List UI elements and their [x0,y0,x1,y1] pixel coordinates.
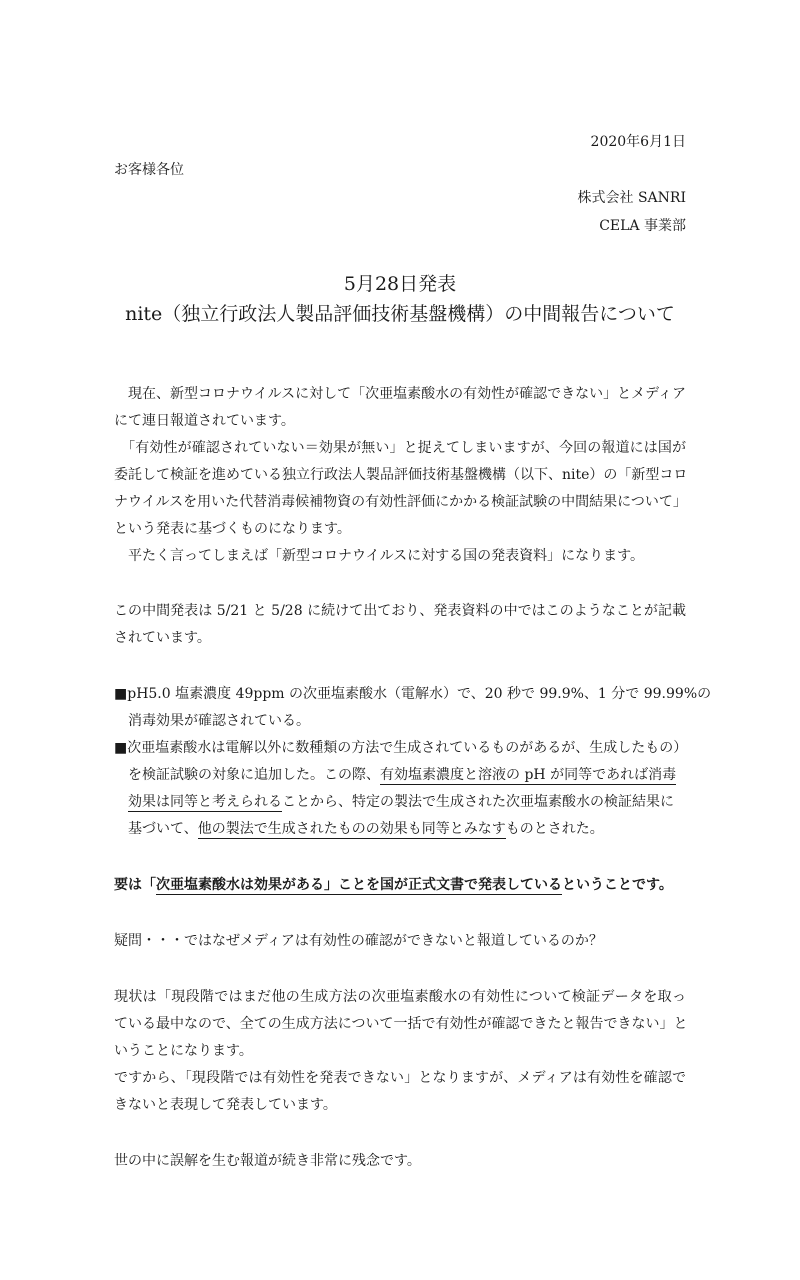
bullet-2-line [128,765,676,785]
bullet-2-line: ■次亜塩素酸水は電解以外に数種類の方法で生成されているものがあるが、生成したもの） [114,740,688,756]
bullet-2-line [128,792,674,812]
title-line-1: 5月28日発表 [343,273,457,295]
bullet-2-text: ものとされた。 [505,821,604,837]
intro-paragraph-line: にて連日報道されています。 [114,413,295,429]
bullet-2-line [128,819,604,839]
question-line: 疑問・・・ではなぜメディアは有効性の確認ができないと報道しているのか？ [114,933,603,949]
conclusion-text: ということです。 [562,877,673,893]
intro-paragraph-line: 「有効性が確認されていない＝効果が無い」と捉えてしまいますが、今回の報道には国が [114,440,686,456]
intro-paragraph-line: ナウイルスを用いた代替消毒候補物資の有効性評価にかかる検証試験の中間結果について」 [114,494,687,510]
conclusion-text: 要は「 [114,877,156,893]
bullet-1-line: 消毒効果が確認されている。 [128,713,310,729]
bullet-2-text: を検証試験の対象に追加した。この際、 [128,767,380,783]
interim-paragraph-line: この中間発表は 5/21 と 5/28 に続けて出ており、発表資料の中ではこのようなことが記載 [114,603,686,619]
document-date: 2020年6月1日 [590,134,686,150]
intro-paragraph-line: 委託して検証を進めている独立行政法人製品評価技術基盤機構（以下、nite）の「新型コロ [114,467,688,483]
conclusion-line [114,875,673,895]
interim-paragraph-line: されています。 [114,630,211,646]
bullet-2-underlined-text: 有効塩素濃度と溶液の pH が同等であれば消毒 [380,767,677,783]
answer-line: 現状は「現段階ではまだ他の生成方法の次亜塩素酸水の有効性について検証データを取っ [114,989,686,1005]
bullet-2-underlined-text: 効果は同等と考えられる [128,794,282,810]
intro-paragraph-line: 現在、新型コロナウイルスに対して「次亜塩素酸水の有効性が確認できない」とメディア [114,386,687,402]
closing-line: 世の中に誤解を生む報道が続き非常に残念です。 [114,1153,421,1169]
intro-paragraph-line: という発表に基づくものになります。 [114,521,351,537]
bullet-1-line: ■pH5.0 塩素濃度 49ppm の次亜塩素酸水（電解水）で、20 秒で 99.9%、1 分で 99.99%の [114,686,712,702]
bullet-2-text: 基づいて、 [128,821,198,837]
bullet-2-text: ことから、特定の製法で生成された次亜塩素酸水の検証結果に [282,794,674,810]
answer-line: ですから、「現段階では有効性を発表できない」となりますが、メディアは有効性を確認で [114,1070,686,1086]
conclusion-underlined-text: 次亜塩素酸水は効果がある」ことを国が正式文書で発表している [156,877,562,893]
title-line-2: nite（独立行政法人製品評価技術基盤機構）の中間報告について [125,303,675,325]
answer-line: きないと表現して発表しています。 [114,1097,337,1113]
intro-paragraph-line: 平たく言ってしまえば「新型コロナウイルスに対する国の発表資料」になります。 [114,548,645,564]
department-name: CELA 事業部 [599,218,686,234]
company-name: 株式会社 SANRI [577,190,686,206]
addressee: お客様各位 [114,162,184,178]
answer-line: いうことになります。 [114,1043,253,1059]
bullet-2-underlined-text: 他の製法で生成されたものの効果も同等とみなす [197,821,506,837]
answer-line: ている最中なので、全ての生成方法について一括で有効性が確認できたと報告できない」と [114,1016,688,1032]
